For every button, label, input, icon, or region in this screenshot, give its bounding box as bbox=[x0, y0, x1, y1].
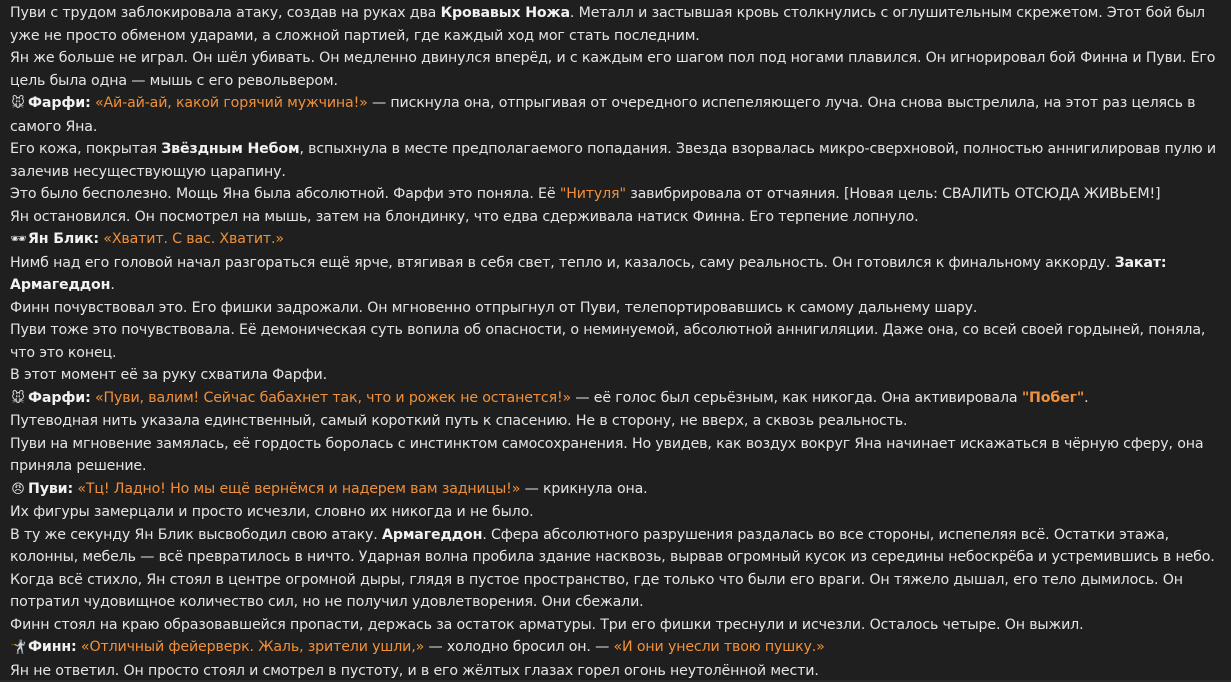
speaker-emoji-icon: 🐭 bbox=[10, 388, 26, 411]
story-paragraph bbox=[10, 252, 1221, 297]
story-paragraph bbox=[10, 206, 1221, 229]
narration-text: — пискнула она, отпрыгивая от очередного испепеляющего луча. Она снова выстрелила, на этот раз целясь в самого Яна. bbox=[10, 95, 1195, 135]
bold-text: Армагеддон bbox=[382, 527, 482, 543]
speaker-emoji-icon: 🤺 bbox=[10, 637, 26, 660]
story-paragraph bbox=[10, 387, 1221, 411]
story-paragraph bbox=[10, 297, 1221, 320]
speaker-emoji-icon: 🐭 bbox=[10, 93, 26, 116]
bold-text: Закат: Армагеддон bbox=[10, 255, 1166, 294]
narration-text: Пуви тоже это почувствовала. Её демоническая суть вопила об опасности, о неминуемой, абсолютной аннигиляции. Даже она, со всей своей гордыней, поняла, что это конец. bbox=[10, 322, 1205, 361]
bold-text: Фарфи: bbox=[28, 95, 91, 111]
bold-text: Финн: bbox=[28, 639, 77, 655]
story-paragraph bbox=[10, 228, 1221, 252]
dialogue-quote: «Тц! Ладно! Но мы ещё вернёмся и надерем вам задницы!» bbox=[77, 481, 520, 497]
narration-text: В этот момент её за руку схватила Фарфи. bbox=[10, 367, 327, 383]
bold-text: Кровавых Ножа bbox=[441, 5, 570, 21]
story-paragraph bbox=[10, 183, 1221, 206]
narration-text: Его кожа, покрытая bbox=[10, 141, 161, 157]
story-paragraph bbox=[10, 660, 1221, 682]
narration-text: Пуви на мгновение замялась, её гордость боролась с инстинктом самосохранения. Но увидев, как воздух вокруг Яна начинает искажаться в чёрную сферу, она приняла решение. bbox=[10, 436, 1203, 475]
narration-text: В ту же секунду Ян Блик высвободил свою атаку. bbox=[10, 527, 382, 543]
story-paragraph bbox=[10, 2, 1221, 47]
narration-text: завибрировала от отчаяния. [Новая цель: СВАЛИТЬ ОТСЮДА ЖИВЬЕМ!] bbox=[626, 186, 1161, 202]
narration-text: Финн почувствовал это. Его фишки задрожали. Он мгновенно отпрыгнул от Пуви, телепортировавшись к самому дальнему шару. bbox=[10, 300, 977, 316]
narration-text: Пуви с трудом заблокировала атаку, создав на руках два bbox=[10, 5, 441, 21]
story-paragraph bbox=[10, 614, 1221, 637]
bold-text: Пуви: bbox=[28, 481, 73, 497]
bold-text: Звёздным Небом bbox=[161, 141, 299, 157]
narration-text: Нимб над его головой начал разгораться ещё ярче, втягивая в себя свет, тепло и, казалось, саму реальность. Он готовился к финальному аккорду. bbox=[10, 255, 1115, 271]
story-paragraph bbox=[10, 138, 1221, 183]
story-paragraph bbox=[10, 569, 1221, 614]
narration-text: . Металл и застывшая кровь столкнулись с оглушительным скрежетом. Этот бой был уже не просто обменом ударами, а сложной партией, где каждый ход мог стать последним. bbox=[10, 5, 1205, 44]
narration-text: — её голос был серьёзным, как никогда. Она активировала bbox=[571, 390, 1022, 406]
narration-text: Ян не ответил. Он просто стоял и смотрел в пустоту, и в его жёлтых глазах горел огонь неутолённой мести. bbox=[10, 663, 819, 679]
narration-text: . bbox=[1084, 390, 1088, 406]
dialogue-quote: «Ай-ай-ай, какой горячий мужчина!» bbox=[95, 95, 368, 111]
speaker-emoji-icon: 😠 bbox=[10, 479, 26, 502]
narration-text: , вспыхнула в месте предполагаемого попадания. Звезда взорвалась микро-сверхновой, полностью аннигилировав пулю и залечив несуществующую царапину. bbox=[10, 141, 1216, 180]
narration-text: Финн стоял на краю образовавшейся пропасти, держась за остаток арматуры. Три его фишки треснули и исчезли. Осталось четыре. Он выжил. bbox=[10, 617, 1083, 633]
dialogue-quote: «Отличный фейерверк. Жаль, зрители ушли,» bbox=[81, 639, 424, 655]
ability-name: "Побег" bbox=[1022, 390, 1084, 406]
narration-text: Путеводная нить указала единственный, самый короткий путь к спасению. Не в сторону, не вверх, а сквозь реальность. bbox=[10, 413, 907, 429]
dialogue-quote: «Пуви, валим! Сейчас бабахнет так, что и рожек не останется!» bbox=[95, 390, 571, 406]
narration-text: Ян же больше не играл. Он шёл убивать. Он медленно двинулся вперёд, и с каждым его шагом пол под ногами плавился. Он игнорировал бой Финна и Пуви. Его цель была одна — мышь с его револьвером. bbox=[10, 50, 1215, 89]
narration-text: — холодно бросил он. — bbox=[424, 639, 613, 655]
narration-text: Это было бесполезно. Мощь Яна была абсолютной. Фарфи это поняла. Её bbox=[10, 186, 560, 202]
dialogue-quote: «Хватит. С вас. Хватит.» bbox=[103, 231, 284, 247]
narration-text: Когда всё стихло, Ян стоял в центре огромной дыры, глядя в пустое пространство, где только что были его враги. Он тяжело дышал, его тело дымилось. Он потратил чудовищное количество сил, но не получил удовлетворения. Они сбежали. bbox=[10, 572, 1183, 611]
speaker-emoji-icon: 🕶 bbox=[10, 229, 26, 252]
narration-text: . Сфера абсолютного разрушения раздалась во все стороны, испепеляя всё. Остатки этажа, колонны, мебель — всё превратилось в ничто. Ударная волна пробила здание насквозь, вырвав огромный кусок из середины небоскрёба и устремившись в небо. bbox=[10, 527, 1215, 566]
narration-text: Ян остановился. Он посмотрел на мышь, затем на блондинку, что едва сдерживала натиск Финна. Его терпение лопнуло. bbox=[10, 209, 918, 225]
narration-text: . bbox=[110, 277, 114, 293]
dialogue-quote: "Нитуля" bbox=[560, 186, 626, 202]
story-paragraph bbox=[10, 47, 1221, 92]
story-paragraph bbox=[10, 92, 1221, 138]
story-paragraph bbox=[10, 410, 1221, 433]
story-paragraph bbox=[10, 433, 1221, 478]
story-paragraph bbox=[10, 524, 1221, 569]
narration-text: Их фигуры замерцали и просто исчезли, словно их никогда и не было. bbox=[10, 504, 533, 520]
story-paragraph bbox=[10, 478, 1221, 502]
bold-text: Ян Блик: bbox=[28, 231, 99, 247]
story-paragraph bbox=[10, 636, 1221, 660]
dialogue-quote: «И они унесли твою пушку.» bbox=[614, 639, 825, 655]
story-paragraph bbox=[10, 501, 1221, 524]
bold-text: Фарфи: bbox=[28, 390, 91, 406]
story-paragraph bbox=[10, 364, 1221, 387]
story-paragraph bbox=[10, 319, 1221, 364]
narration-text: — крикнула она. bbox=[520, 481, 647, 497]
